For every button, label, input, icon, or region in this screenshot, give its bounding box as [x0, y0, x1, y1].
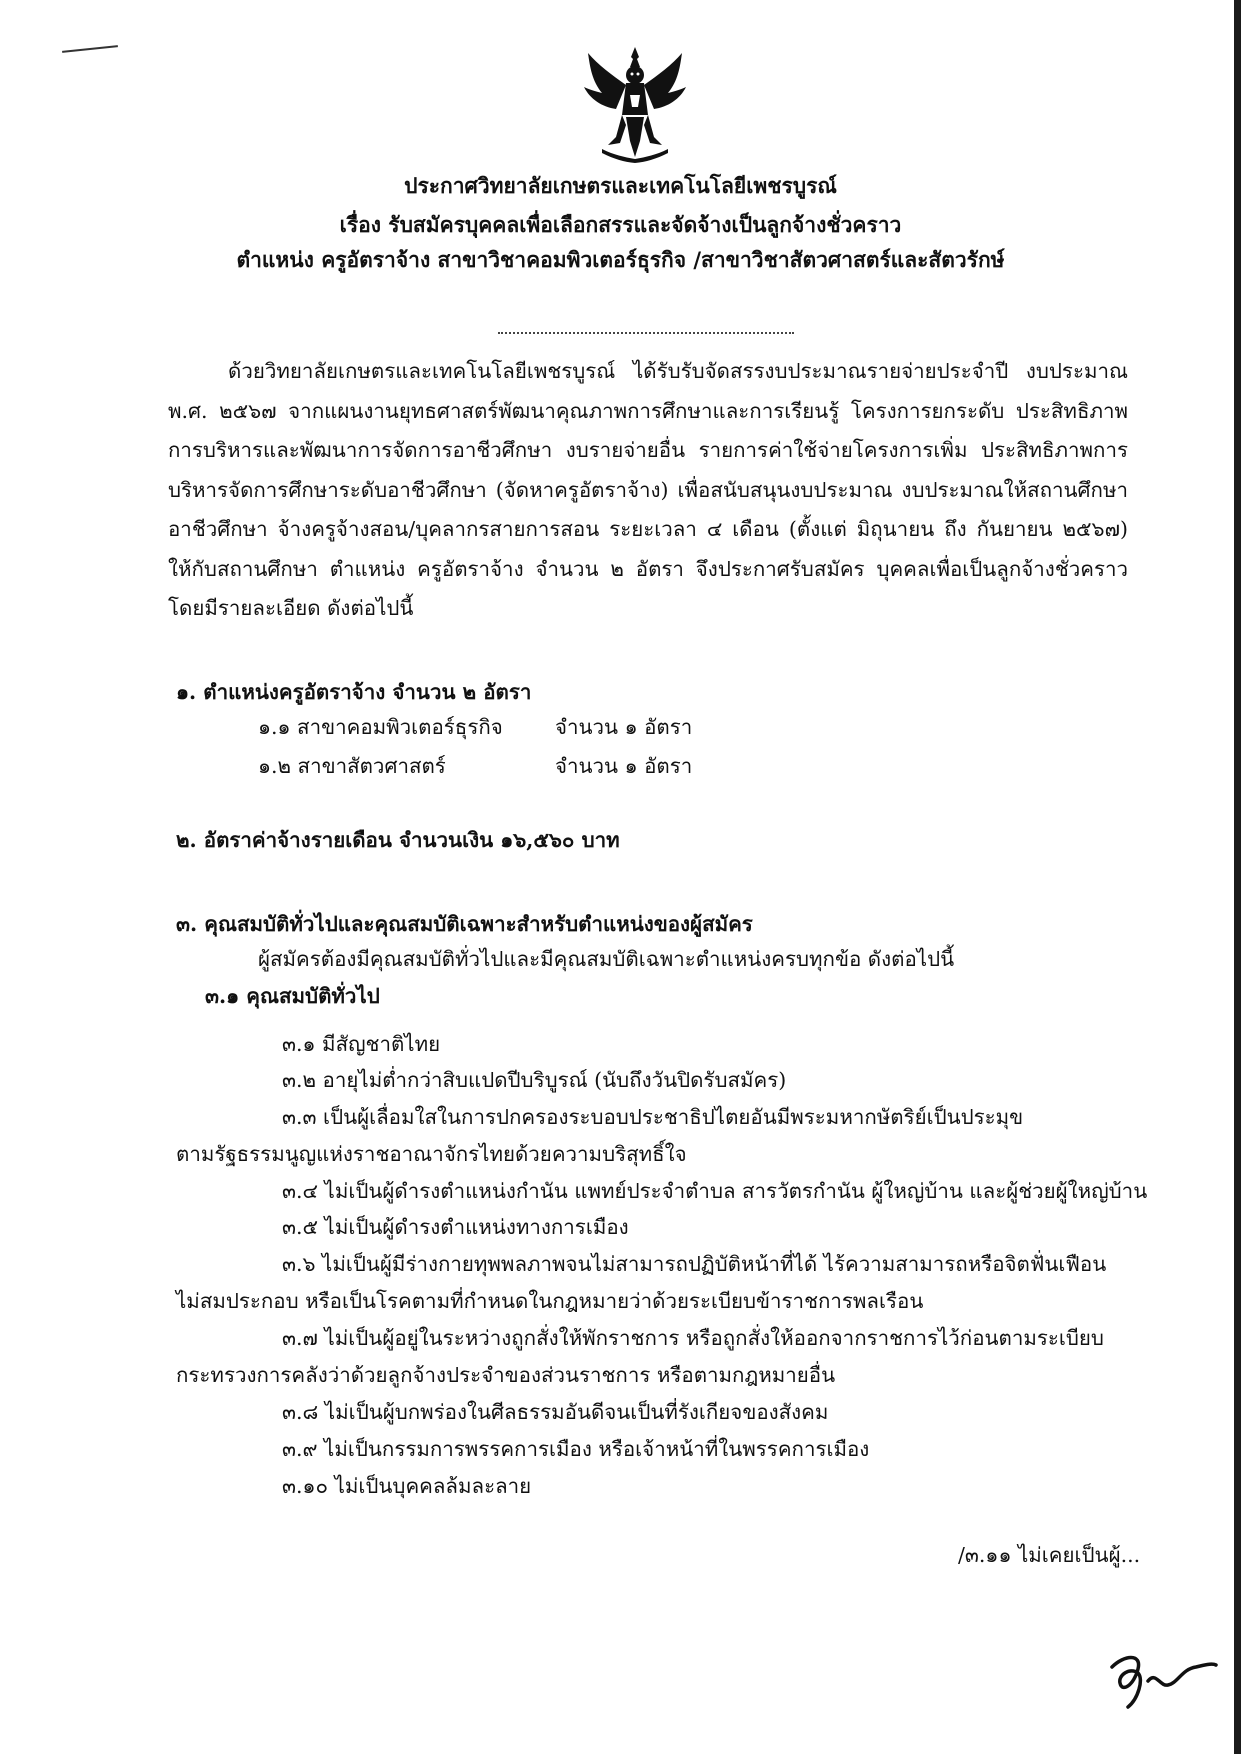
section-1-item-label: ๑.๑ สาขาคอมพิวเตอร์ธุรกิจ [258, 715, 503, 739]
qualification-line: ๓.๑๐ ไม่เป็นบุคคลล้มละลาย [282, 1474, 532, 1498]
qualification-line: ๓.๘ ไม่เป็นผู้บกพร่องในศีลธรรมอันดีจนเป็นที่รังเกียจของสังคม [282, 1400, 829, 1424]
section-1-heading: ๑. ตำแหน่งครูอัตราจ้าง จำนวน ๒ อัตรา [176, 680, 532, 704]
section-1-item-label: ๑.๒ สาขาสัตวศาสตร์ [258, 754, 446, 778]
section-1-item-count: จำนวน ๑ อัตรา [555, 754, 693, 778]
garuda-emblem [582, 45, 688, 163]
intro-paragraph [168, 356, 1128, 633]
section-3-intro: ผู้สมัครต้องมีคุณสมบัติทั่วไปและมีคุณสมบัติเฉพาะตำแหน่งครบทุกข้อ ดังต่อไปนี้ [258, 947, 955, 971]
qualification-line: ๓.๑ มีสัญชาติไทย [282, 1032, 441, 1056]
scan-stray-mark [62, 45, 118, 53]
qualification-line: ๓.๔ ไม่เป็นผู้ดำรงตำแหน่งกำนัน แพทย์ประจำตำบล สารวัตรกำนัน ผู้ใหญ่บ้าน และผู้ช่วยผู้ใหญ่บ้าน [282, 1179, 1148, 1203]
qualification-line: ๓.๗ ไม่เป็นผู้อยู่ในระหว่างถูกสั่งให้พักราชการ หรือถูกสั่งให้ออกจากราชการไว้ก่อนตามระเบียบ [282, 1326, 1104, 1350]
page-continuation: /๓.๑๑ ไม่เคยเป็นผู้... [958, 1543, 1141, 1567]
intro-line: บริหารจัดการศึกษาระดับอาชีวศึกษา (จัดหาครูอัตราจ้าง) เพื่อสนับสนุนงบประมาณ งบประมาณให้สถานศึกษา [168, 477, 1128, 502]
section-2-heading: ๒. อัตราค่าจ้างรายเดือน จำนวนเงิน ๑๖,๕๖๐ บาท [176, 828, 620, 852]
section-3-1-heading: ๓.๑ คุณสมบัติทั่วไป [205, 984, 380, 1008]
intro-line: พ.ศ. ๒๕๖๗ จากแผนงานยุทธศาสตร์พัฒนาคุณภาพการศึกษาและการเรียนรู้ โครงการยกระดับ ประสิทธิภาพ [168, 398, 1128, 423]
qualification-line: กระทรวงการคลังว่าด้วยลูกจ้างประจำของส่วนราชการ หรือตามกฎหมายอื่น [176, 1363, 836, 1387]
intro-line: การบริหารและพัฒนาการจัดการอาชีวศึกษา งบรายจ่ายอื่น รายการค่าใช้จ่ายโครงการเพิ่ม ประสิทธิภาพการ [168, 438, 1128, 462]
title-divider-dots [498, 332, 794, 334]
qualification-line: ๓.๖ ไม่เป็นผู้มีร่างกายทุพพลภาพจนไม่สามารถปฏิบัติหน้าที่ได้ ไร้ความสามารถหรือจิตฟั่นเฟือน [282, 1252, 1107, 1276]
announcement-title: ประกาศวิทยาลัยเกษตรและเทคโนโลยีเพชรบูรณ์ [404, 173, 837, 198]
announcement-subject: เรื่อง รับสมัครบุคคลเพื่อเลือกสรรและจัดจ้างเป็นลูกจ้างชั่วคราว [339, 212, 902, 237]
handwritten-signature [1108, 1645, 1218, 1715]
intro-line: อาชีวศึกษา จ้างครูจ้างสอน/บุคลากรสายการสอน ระยะเวลา ๔ เดือน (ตั้งแต่ มิถุนายน ถึง กันยายน ๒๕๖๗) [168, 517, 1128, 541]
intro-line: โดยมีรายละเอียด ดังต่อไปนี้ [168, 596, 414, 620]
section-3-heading: ๓. คุณสมบัติทั่วไปและคุณสมบัติเฉพาะสำหรับตำแหน่งของผู้สมัคร [176, 912, 753, 936]
intro-line: ด้วยวิทยาลัยเกษตรและเทคโนโลยีเพชรบูรณ์ ได้รับรับจัดสรรงบประมาณรายจ่ายประจำปี งบประมาณ [228, 359, 1128, 383]
qualification-line: ๓.๙ ไม่เป็นกรรมการพรรคการเมือง หรือเจ้าหน้าที่ในพรรคการเมือง [282, 1437, 870, 1461]
qualification-line: ตามรัฐธรรมนูญแห่งราชอาณาจักรไทยด้วยความบริสุทธิ์ใจ [176, 1142, 687, 1166]
qualification-line: ๓.๒ อายุไม่ต่ำกว่าสิบแปดปีบริบูรณ์ (นับถึงวันปิดรับสมัคร) [282, 1068, 787, 1092]
qualification-line: ๓.๓ เป็นผู้เลื่อมใสในการปกครองระบอบประชาธิปไตยอันมีพระมหากษัตริย์เป็นประมุข [282, 1105, 1024, 1129]
qualification-line: ๓.๕ ไม่เป็นผู้ดำรงตำแหน่งทางการเมือง [282, 1215, 629, 1239]
qualification-line: ไม่สมประกอบ หรือเป็นโรคตามที่กำหนดในกฎหมายว่าด้วยระเบียบข้าราชการพลเรือน [176, 1289, 924, 1313]
intro-line: ให้กับสถานศึกษา ตำแหน่ง ครูอัตราจ้าง จำนวน ๒ อัตรา จึงประกาศรับสมัคร บุคคลเพื่อเป็นลูกจ้างชั่วคราว [168, 556, 1128, 581]
section-1-item-count: จำนวน ๑ อัตรา [555, 715, 693, 739]
announcement-position: ตำแหน่ง ครูอัตราจ้าง สาขาวิชาคอมพิวเตอร์ธุรกิจ /สาขาวิชาสัตวศาสตร์และสัตวรักษ์ [236, 247, 1005, 272]
